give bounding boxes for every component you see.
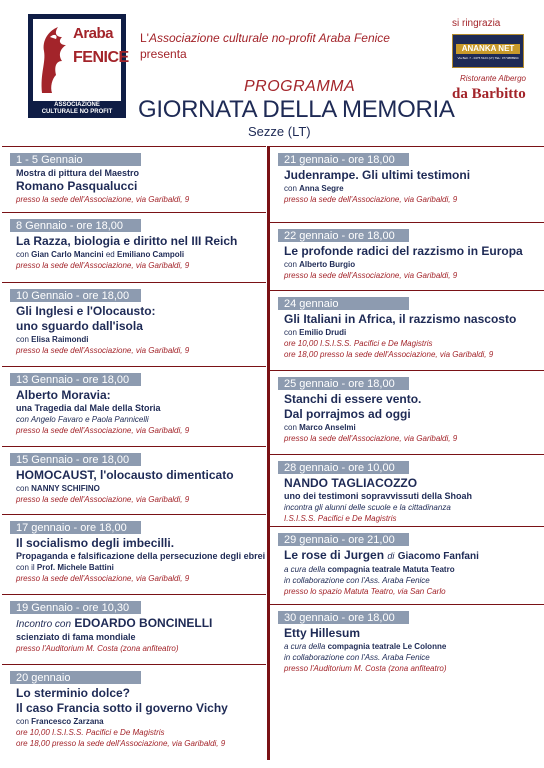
with-label: con bbox=[16, 335, 29, 344]
event-left-1 bbox=[16, 150, 189, 205]
event-speakers bbox=[16, 249, 237, 260]
event-place: presso la sede dell'Associazione, via Garibaldi, 9 bbox=[284, 195, 458, 204]
event-speakers bbox=[16, 716, 228, 727]
separator-line bbox=[2, 446, 266, 447]
araba-fenice-logo bbox=[28, 14, 129, 118]
intro-prefix: L' bbox=[140, 31, 149, 45]
event-left-5 bbox=[16, 450, 234, 505]
event-right-1 bbox=[284, 150, 470, 205]
event-date: 10 Gennaio - ore 18,00 bbox=[10, 289, 141, 302]
event-place: presso la sede dell'Associazione, via Garibaldi, 9 bbox=[16, 426, 190, 435]
event-right-6 bbox=[284, 530, 479, 597]
event-date: 19 Gennaio - ore 10,30 bbox=[10, 601, 141, 614]
sponsor-barbitto-name: da Barbitto bbox=[452, 86, 526, 102]
event-place: I.S.I.S.S. Pacifici e De Magistris bbox=[284, 514, 397, 523]
event-title: HOMOCAUST, l'olocausto dimenticato bbox=[16, 468, 234, 482]
event-place: presso la sede dell'Associazione, via Garibaldi, 9 bbox=[16, 574, 190, 583]
separator-line bbox=[270, 146, 544, 147]
separator-line bbox=[2, 282, 266, 283]
incontro-label: Incontro con bbox=[16, 619, 72, 630]
logo-subtitle-line1: ASSOCIAZIONE bbox=[54, 102, 100, 108]
event-speaker-line bbox=[16, 616, 212, 632]
program-label: PROGRAMMA bbox=[244, 78, 356, 95]
event-speakers bbox=[16, 483, 234, 494]
event-left-8 bbox=[16, 668, 228, 749]
event-title: Le rose di Jurgen bbox=[284, 548, 385, 562]
event-date: 29 gennaio - ore 21,00 bbox=[278, 533, 409, 546]
by-label: di bbox=[387, 551, 395, 561]
event-right-7 bbox=[284, 608, 446, 674]
logo-subtitle-line2: CULTURALE NO PROFIT bbox=[41, 109, 113, 115]
event-place: presso la sede dell'Associazione, via Garibaldi, 9 bbox=[16, 495, 190, 504]
separator-line bbox=[2, 146, 266, 147]
event-date: 22 gennaio - ore 18,00 bbox=[278, 229, 409, 242]
company-name: compagnia teatrale Le Colonne bbox=[327, 642, 447, 651]
event-date: 8 Gennaio - ore 18,00 bbox=[10, 219, 141, 232]
speaker-name: Francesco Zarzana bbox=[31, 717, 104, 726]
event-title-line1: Gli Inglesi e l'Olocausto: bbox=[16, 304, 156, 318]
separator-line bbox=[270, 526, 544, 527]
event-place-2: ore 18,00 presso la sede dell'Associazione, via Garibaldi, 9 bbox=[16, 739, 226, 748]
with-label: con il bbox=[16, 563, 35, 572]
event-title: Le profonde radici del razzismo in Europa bbox=[284, 244, 523, 258]
event-speakers bbox=[16, 334, 189, 345]
event-title: NANDO TAGLIACOZZO bbox=[284, 476, 418, 490]
event-left-3 bbox=[16, 286, 189, 356]
event-title-line bbox=[284, 548, 479, 564]
event-date: 30 gennaio - ore 18,00 bbox=[278, 611, 409, 624]
sponsor-ananka-logo bbox=[452, 34, 524, 68]
with-label: con bbox=[16, 484, 29, 493]
event-left-7 bbox=[16, 598, 212, 654]
logo-word-fenice: FENICE bbox=[73, 49, 129, 66]
intro-org: Associazione culturale no-profit Araba Fenice bbox=[148, 31, 390, 45]
speaker-name: Anna Segre bbox=[299, 184, 344, 193]
event-date: 1 - 5 Gennaio bbox=[10, 153, 141, 166]
event-place-1: ore 10,00 I.S.I.S.S. Pacifici e De Magistris bbox=[284, 339, 433, 348]
event-place-1: ore 10,00 I.S.I.S.S. Pacifici e De Magistris bbox=[16, 728, 165, 737]
separator-line bbox=[270, 290, 544, 291]
event-title: Judenrampe. Gli ultimi testimoni bbox=[284, 168, 471, 182]
event-title: La Razza, biologia e diritto nel III Reich bbox=[16, 234, 238, 248]
event-left-6 bbox=[16, 518, 265, 584]
event-speakers bbox=[16, 562, 265, 573]
separator-line bbox=[2, 366, 266, 367]
speaker-name: Prof. Michele Battini bbox=[36, 563, 114, 572]
separator-line bbox=[2, 212, 266, 213]
event-place: presso l'Auditorium M. Costa (zona anfiteatro) bbox=[16, 644, 179, 653]
event-title-line1: Stanchi di essere vento. bbox=[284, 392, 422, 406]
event-collab: in collaborazione con l'Ass. Araba Fenice bbox=[284, 653, 430, 662]
separator-line bbox=[2, 514, 266, 515]
event-place: presso la sede dell'Associazione, via Garibaldi, 9 bbox=[284, 434, 458, 443]
event-title-line1: Lo sterminio dolce? bbox=[16, 686, 131, 700]
event-place: presso la sede dell'Associazione, via Garibaldi, 9 bbox=[284, 271, 458, 280]
event-right-5 bbox=[284, 458, 472, 524]
event-subtitle: Propaganda e falsificazione della persecuzione degli ebrei bbox=[16, 551, 266, 561]
speaker-name: Emiliano Campoli bbox=[116, 250, 185, 259]
event-title-line2: uno sguardo dall'isola bbox=[16, 319, 143, 333]
intro-verb: presenta bbox=[140, 47, 187, 61]
event-authors: con Angelo Favaro e Paola Pannicelli bbox=[16, 415, 149, 424]
column-divider bbox=[267, 146, 270, 760]
event-left-2 bbox=[16, 216, 237, 271]
company-name: compagnia teatrale Matuta Teatro bbox=[327, 565, 455, 574]
separator-line bbox=[270, 222, 544, 223]
event-title: Gli Italiani in Africa, il razzismo nascosto bbox=[284, 312, 517, 326]
with-label: con bbox=[16, 717, 29, 726]
event-title-line2: Dal porrajmos ad oggi bbox=[284, 407, 411, 421]
event-line1: Mostra di pittura del Maestro bbox=[16, 168, 140, 178]
event-collab: in collaborazione con l'Ass. Araba Fenice bbox=[284, 576, 430, 585]
event-place: presso la sede dell'Associazione, via Garibaldi, 9 bbox=[16, 195, 190, 204]
separator-line bbox=[270, 370, 544, 371]
intro-text bbox=[140, 30, 390, 62]
event-company bbox=[284, 564, 479, 575]
speaker-name: Marco Anselmi bbox=[299, 423, 356, 432]
separator-line bbox=[2, 594, 266, 595]
event-title: Etty Hillesum bbox=[284, 626, 361, 640]
with-label: con bbox=[284, 423, 297, 432]
speaker-name: Elisa Raimondi bbox=[31, 335, 89, 344]
location: Sezze (LT) bbox=[248, 124, 311, 139]
speaker-name: Alberto Burgio bbox=[299, 260, 356, 269]
event-place: presso lo spazio Matuta Teatro, via San Carlo bbox=[284, 587, 446, 596]
event-date: 13 Gennaio - ore 18,00 bbox=[10, 373, 141, 386]
speaker-name: Gian Carlo Mancini bbox=[31, 250, 104, 259]
event-date: 17 gennaio - ore 18,00 bbox=[10, 521, 141, 534]
cura-label: a cura della bbox=[284, 565, 326, 574]
event-speakers bbox=[284, 183, 470, 194]
event-date: 20 gennaio bbox=[10, 671, 141, 684]
with-label: con bbox=[16, 250, 29, 259]
logo-word-araba: Araba bbox=[73, 25, 114, 42]
speaker-role: scienziato di fama mondiale bbox=[16, 632, 136, 642]
author-name: Giacomo Fanfani bbox=[397, 551, 479, 562]
speaker-name: NANNY SCHIFINO bbox=[31, 484, 100, 493]
event-title: Alberto Moravia: bbox=[16, 388, 111, 402]
with-label: con bbox=[284, 328, 297, 337]
separator-line bbox=[2, 664, 266, 665]
event-title: Il socialismo degli imbecilli. bbox=[16, 536, 175, 550]
event-company bbox=[284, 641, 446, 652]
cura-label: a cura della bbox=[284, 642, 326, 651]
with-label: con bbox=[284, 184, 297, 193]
event-artist: Romano Pasqualucci bbox=[16, 179, 138, 193]
phoenix-icon bbox=[36, 23, 72, 97]
page-title: GIORNATA DELLA MEMORIA bbox=[138, 96, 455, 123]
event-date: 24 gennaio bbox=[278, 297, 409, 310]
event-date: 28 gennaio - ore 10,00 bbox=[278, 461, 409, 474]
with-label: con bbox=[284, 260, 297, 269]
event-note: incontra gli alunni delle scuole e la cittadinanza bbox=[284, 503, 451, 512]
event-speakers bbox=[284, 327, 516, 338]
separator-line bbox=[270, 604, 544, 605]
event-date: 15 Gennaio - ore 18,00 bbox=[10, 453, 141, 466]
event-date: 21 gennaio - ore 18,00 bbox=[278, 153, 409, 166]
sponsor-ristorante-label: Ristorante Albergo bbox=[460, 74, 526, 83]
joiner-label: ed bbox=[105, 250, 115, 259]
sponsor-ananka-address: Via Bell. 7 - 0475 5123 (LT) TEL: 0773888994 bbox=[457, 56, 519, 60]
speaker-name: EDOARDO BONCINELLI bbox=[74, 616, 213, 630]
sponsor-ananka-name: ANANKA NET bbox=[456, 44, 520, 54]
event-right-2 bbox=[284, 226, 523, 281]
logo-inner bbox=[33, 19, 129, 101]
event-speakers bbox=[284, 259, 523, 270]
event-subtitle: uno dei testimoni sopravvissuti della Shoah bbox=[284, 491, 473, 501]
event-place: presso l'Auditorium M. Costa (zona anfiteatro) bbox=[284, 664, 447, 673]
event-subtitle: una Tragedia dal Male della Storia bbox=[16, 403, 161, 413]
event-place: presso la sede dell'Associazione, via Garibaldi, 9 bbox=[16, 261, 190, 270]
event-title-line2: Il caso Francia sotto il governo Vichy bbox=[16, 701, 228, 715]
speaker-name: Emilio Drudi bbox=[299, 328, 347, 337]
separator-line bbox=[270, 454, 544, 455]
event-speakers bbox=[284, 422, 457, 433]
thanks-label: si ringrazia bbox=[452, 18, 501, 29]
logo-subtitle bbox=[28, 102, 126, 116]
event-date: 25 gennaio - ore 18,00 bbox=[278, 377, 409, 390]
event-place: presso la sede dell'Associazione, via Garibaldi, 9 bbox=[16, 346, 190, 355]
event-right-4 bbox=[284, 374, 457, 444]
event-right-3 bbox=[284, 294, 516, 360]
event-place-2: ore 18,00 presso la sede dell'Associazione, via Garibaldi, 9 bbox=[284, 350, 494, 359]
event-left-4 bbox=[16, 370, 189, 436]
